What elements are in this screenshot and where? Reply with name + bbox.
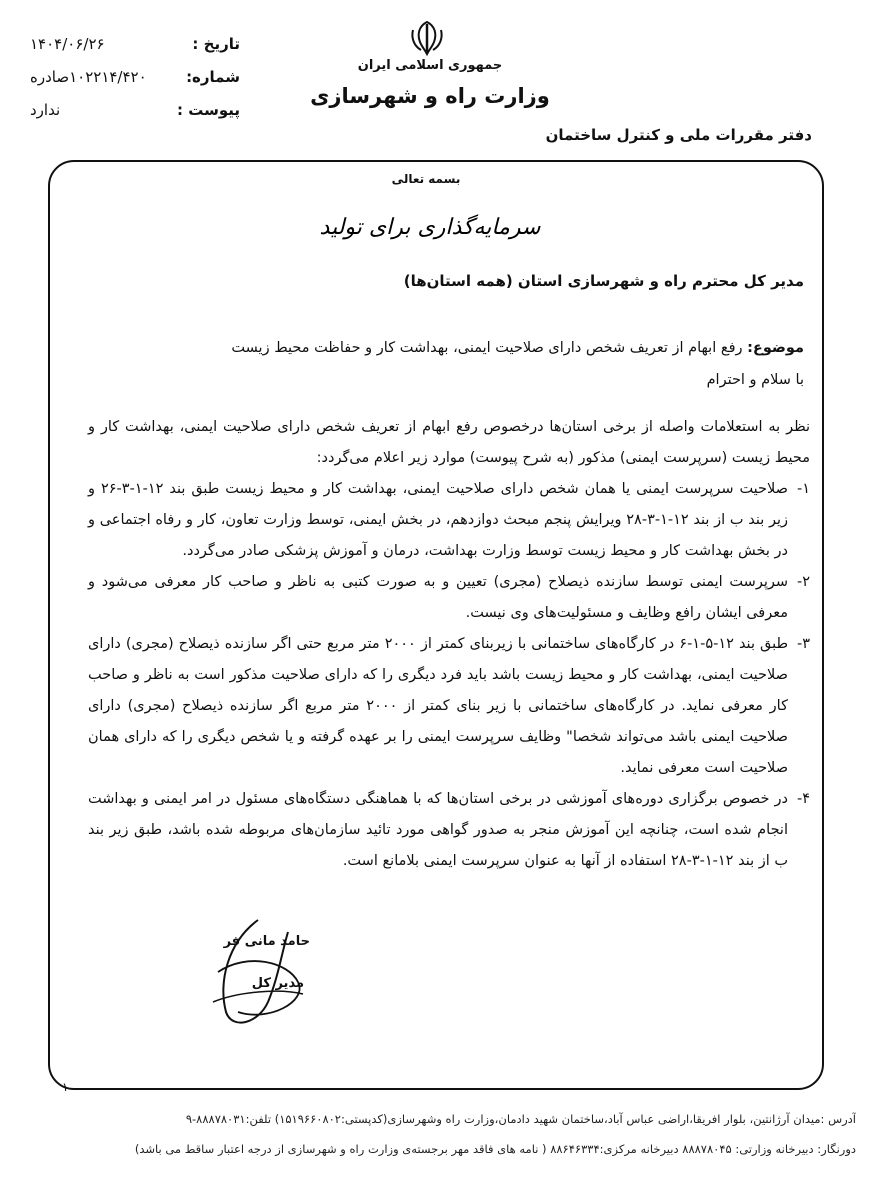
attachment-row	[30, 94, 240, 127]
clause-item	[88, 784, 810, 877]
signature-scribble-icon	[198, 912, 318, 1032]
attachment-label: پیوست :	[176, 101, 240, 119]
country-name: جمهوری اسلامی ایران	[357, 58, 503, 73]
clause-number: ۱-	[796, 481, 810, 497]
clause-text: صلاحیت سرپرست ایمنی یا همان شخص دارای صلاحیت ایمنی، بهداشت کار و محیط زیست طبق بند ۱۲-۱-۳-۲۶ و زیر بند ب از بند ۱۲-۱-۳-۲۸ ویرایش پنجم مبحث دوازدهم، در بخش ایمنی، توسط وزارت تعاون، کار و رفاه اجتماعی و در بخش بهداشت کار و محیط زیست توسط وزارت بهداشت، درمان و آموزش پزشکی صادر می‌گردد.	[88, 481, 789, 559]
subject-text: رفع ابهام از تعریف شخص دارای صلاحیت ایمنی، بهداشت کار و حفاظت محیط زیست	[231, 340, 743, 356]
page-number: ۱	[62, 1080, 69, 1094]
subject-label: موضوع:	[747, 340, 804, 356]
greeting: با سلام و احترام	[706, 372, 804, 388]
slogan-calligraphy	[300, 196, 560, 256]
signatory-title: مدیر کل	[251, 976, 304, 991]
signatory-name: حامد مانی فر	[223, 934, 310, 949]
footer-address: آدرس :میدان آرژانتین، بلوار افریقا،اراضی عباس آباد،ساختمان شهید دادمان،وزارت راه وشهرسازی(کدپستی:۱۵۱۹۶۶۰۸۰۲) تلفن:۸۸۸۷۸۰۳۱-۹	[185, 1112, 856, 1126]
clause-text: سرپرست ایمنی توسط سازنده ذیصلاح (مجری) تعیین و به صورت کتبی به ناظر و صاحب کار معرفی می‌شود و معرفی ایشان رافع وظایف و مسئولیت‌های وی نیست.	[88, 574, 788, 621]
number-value: ۱۰۲۲۱۴/۴۲۰صادره	[30, 68, 147, 86]
clause-text: در خصوص برگزاری دوره‌های آموزشی در برخی استان‌ها که با هماهنگی دستگاه‌های مسئول در امر ایمنی و بهداشت انجام شده است، چنانچه این آموزش منجر به صدور گواهی مورد تائید سازمان‌های مربوطه شده باشد، طبق زیر بند ب از بند ۱۲-۱-۳-۲۸ استفاده از آنها به عنوان سرپرست ایمنی بلامانع است.	[88, 791, 788, 869]
office-name: دفتر مقررات ملی و کنترل ساختمان	[545, 126, 812, 144]
national-emblem-icon	[405, 18, 449, 58]
clause-item	[88, 474, 810, 567]
date-label: تاریخ :	[192, 35, 240, 53]
number-label: شماره:	[186, 68, 240, 86]
clause-number: ۳-	[796, 636, 810, 652]
addressee: مدیر کل محترم راه و شهرسازی استان (همه استان‌ها)	[403, 272, 804, 290]
footer-fax: دورنگار: دبیرخانه وزارتی: ۸۸۸۷۸۰۴۵ دبیرخانه مرکزی:۸۸۶۴۶۳۳۴ ( نامه های فاقد مهر برجسته‌ی وزارت راه و شهرسازی از درجه اعتبار ساقط می باشد)	[134, 1142, 856, 1156]
letter-body	[88, 412, 810, 877]
subject-line	[114, 336, 804, 360]
intro-paragraph: نظر به استعلامات واصله از برخی استان‌ها درخصوص رفع ابهام از تعریف شخص دارای صلاحیت ایمنی، بهداشت کار و محیط زیست (سرپرست ایمنی) مذکور (به شرح پیوست) موارد زیر اعلام می‌گردد:	[88, 419, 810, 466]
clause-item	[88, 629, 810, 784]
clause-item	[88, 567, 810, 629]
ministry-name: وزارت راه و شهرسازی	[310, 84, 550, 108]
clause-number: ۲-	[796, 574, 810, 590]
slogan-text: سرمایه‌گذاری برای تولید	[319, 215, 541, 240]
signature	[198, 912, 318, 1032]
letter-metadata	[30, 28, 240, 127]
attachment-value: ندارد	[30, 101, 61, 119]
clause-text: طبق بند ۱۲-۵-۱-۶ در کارگاه‌های ساختمانی با زیربنای کمتر از ۲۰۰۰ متر مربع حتی اگر سازنده ذیصلاح (مجری) دارای صلاحیت ایمنی، بهداشت کار و محیط زیست باشد باید فرد دیگری را که دارای صلاحیت مذکور است به ناظر و صاحب کار معرفی نماید. در کارگاه‌های ساختمانی با زیر بنای کمتر از ۲۰۰۰ متر مربع اگر سازنده ذیصلاح (مجری) دارای صلاحیت ایمنی باشد می‌تواند شخصا" وظایف سرپرست ایمنی را بر عهده گرفته و یا شخص دیگری را که دارای همان صلاحیت است معرفی نماید.	[88, 636, 788, 776]
date-row	[30, 28, 240, 61]
date-value: ۱۴۰۴/۰۶/۲۶	[30, 35, 105, 53]
clause-number: ۴-	[796, 791, 810, 807]
number-row	[30, 61, 240, 94]
basmala: بسمه تعالی	[391, 172, 461, 186]
